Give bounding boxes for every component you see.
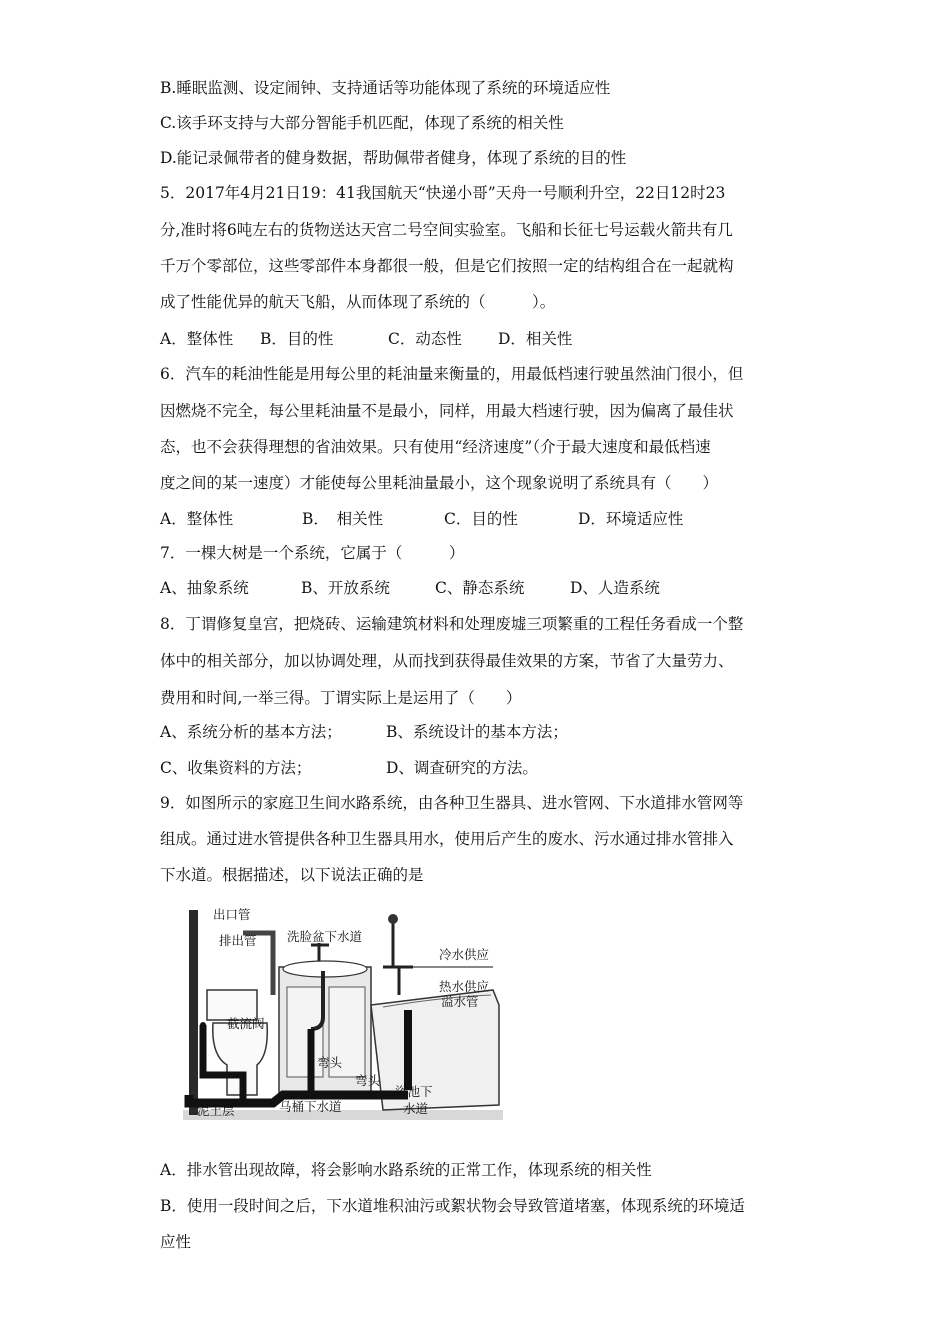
q4-option-d: D.能记录佩带者的健身数据，帮助佩带者健身，体现了系统的目的性 <box>160 149 627 167</box>
q6-option-a: A．整体性 <box>160 510 234 528</box>
q5-options <box>160 329 572 349</box>
q6-option-c: C．目的性 <box>444 510 518 528</box>
q6-stem-line-4: 度之间的某一速度）才能使每公里耗油量最小，这个现象说明了系统具有（ ） <box>160 474 719 492</box>
label-bath-drain-1: 浴池下 <box>395 1084 433 1099</box>
bathroom-plumbing-figure <box>183 905 503 1120</box>
q7-option-d: D、人造系统 <box>570 579 660 597</box>
q5-option-d: D．相关性 <box>498 330 573 348</box>
q7-option-c: C、静态系统 <box>435 579 525 597</box>
q7-options <box>160 578 660 598</box>
label-shutoff-valve: 截流阀 <box>227 1016 265 1031</box>
label-soil-layer: 泥土层 <box>197 1103 235 1118</box>
q8-stem-line-1: 8．丁谓修复皇宫，把烧砖、运输建筑材料和处理废墟三项繁重的工程任务看成一个整 <box>160 615 744 633</box>
q8-option-b: B、系统设计的基本方法； <box>386 723 568 741</box>
q7-stem: 7．一棵大树是一个系统，它属于（ ） <box>160 544 465 562</box>
q5-stem-line-2: 分,准时将6吨左右的货物送达天宫二号空间实验室。飞船和长征七号运载火箭共有几 <box>160 221 733 239</box>
sink-faucet <box>311 943 329 961</box>
shower-head <box>388 914 398 924</box>
q8-option-d: D、调查研究的方法。 <box>386 759 538 777</box>
label-basin-drain: 洗脸盆下水道 <box>287 929 363 944</box>
q9-option-b-line-1: B．使用一段时间之后，下水道堆积油污或絮状物会导致管道堵塞，体现系统的环境适 <box>160 1197 745 1215</box>
q5-stem-line-1: 5．2017年4月21日19：41我国航天“快递小哥”天舟一号顺利升空，22日12时23 <box>160 184 726 202</box>
q6-stem-line-2: 因燃烧不完全，每公里耗油量不是最小，同样，用最大档速行驶，因为偏离了最佳状 <box>160 402 734 420</box>
q9-stem-line-3: 下水道。根据描述，以下说法正确的是 <box>160 866 424 884</box>
q8-option-a: A、系统分析的基本方法； <box>160 723 342 741</box>
q8-stem-line-2: 体中的相关部分，加以协调处理，从而找到获得最佳效果的方案，节省了大量劳力、 <box>160 652 734 670</box>
q6-options <box>160 509 683 529</box>
q4-option-b: B.睡眠监测、设定闹钟、支持通话等功能体现了系统的环境适应性 <box>160 79 611 97</box>
q9-option-b-line-2: 应性 <box>160 1233 192 1251</box>
q9-stem-line-1: 9．如图所示的家庭卫生间水路系统，由各种卫生器具、进水管网、下水道排水管网等 <box>160 794 744 812</box>
label-toilet-drain: 马桶下水道 <box>279 1099 342 1114</box>
q9-stem-line-2: 组成。通过进水管提供各种卫生器具用水，使用后产生的废水、污水通过排水管排入 <box>160 830 734 848</box>
q5-stem-line-3: 千万个零部位，这些零部件本身都很一般，但是它们按照一定的结构组合在一起就构 <box>160 257 734 275</box>
q6-stem-line-1: 6．汽车的耗油性能是用每公里的耗油量来衡量的，用最低档速行驶虽然油门很小，但 <box>160 365 744 383</box>
label-hot-water: 热水供应 <box>439 979 490 994</box>
q5-option-b: B．目的性 <box>260 330 334 348</box>
q8-options-row-2 <box>160 758 538 778</box>
q5-option-a: A．整体性 <box>160 330 234 348</box>
shower-pipe <box>383 923 413 995</box>
q8-option-c: C、收集资料的方法； <box>160 759 312 777</box>
q8-stem-line-3: 费用和时间,一举三得。丁谓实际上是运用了（ ） <box>160 689 522 707</box>
label-elbow-2: 弯头 <box>355 1073 381 1088</box>
q6-stem-line-3: 态，也不会获得理想的省油效果。只有使用“经济速度”（介于最大速度和最低档速 <box>160 438 711 456</box>
q5-option-c: C．动态性 <box>388 330 462 348</box>
label-outlet-pipe: 出口管 <box>213 907 251 922</box>
q5-stem-line-4: 成了性能优异的航天飞船，从而体现了系统的（ ）。 <box>160 293 556 311</box>
q8-options-row-1 <box>160 722 568 742</box>
label-bath-drain-2: 水道 <box>403 1101 429 1116</box>
q6-option-b: B． 相关性 <box>302 510 384 528</box>
outlet-pipe-shape <box>189 910 198 1115</box>
label-cold-water: 冷水供应 <box>439 947 490 962</box>
q4-option-c: C.该手环支持与大部分智能手机匹配，体现了系统的相关性 <box>160 114 564 132</box>
q7-option-a: A、抽象系统 <box>160 579 249 597</box>
q7-option-b: B、开放系统 <box>301 579 390 597</box>
label-elbow-1: 弯头 <box>317 1055 343 1070</box>
q9-option-a: A．排水管出现故障，将会影响水路系统的正常工作，体现系统的相关性 <box>160 1161 652 1179</box>
q6-option-d: D．环境适应性 <box>578 510 684 528</box>
label-overflow-pipe: 溢水管 <box>441 994 479 1009</box>
label-exhaust-pipe: 排出管 <box>219 933 257 948</box>
